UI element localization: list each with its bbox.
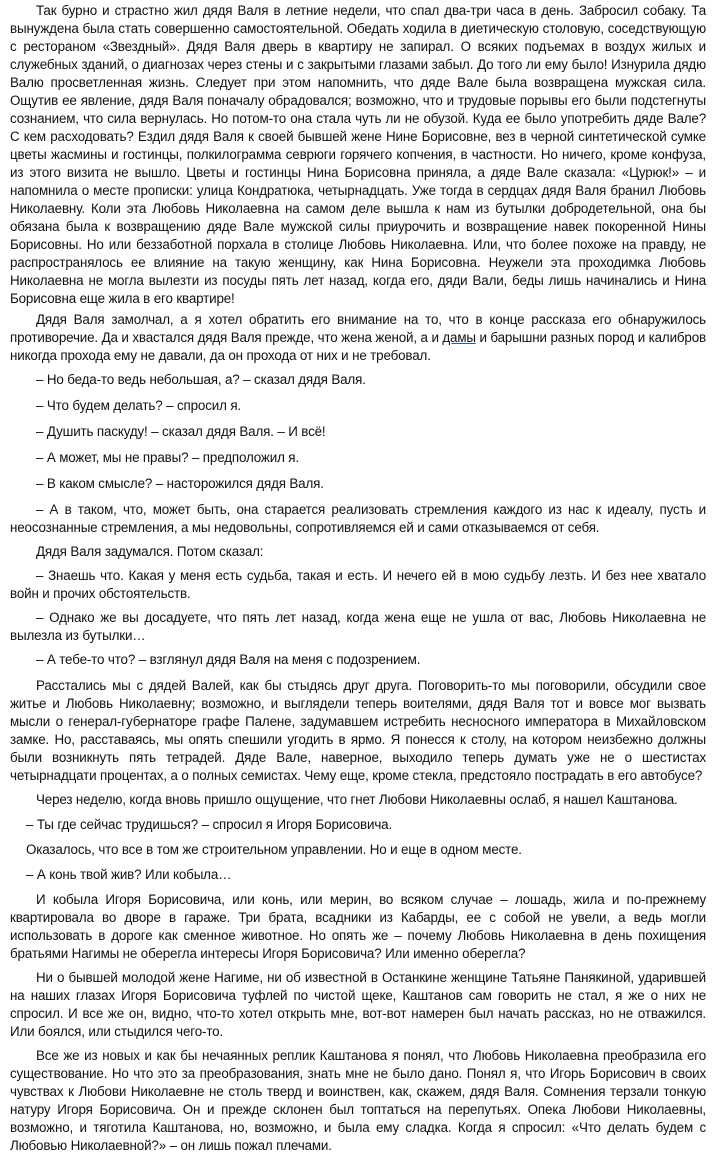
- dialog-line: – В каком смысле? – насторожился дядя Валя.: [36, 476, 324, 491]
- dialog-line: – А может, мы не правы? – предположил я.: [36, 450, 299, 465]
- paragraph: [10, 311, 706, 365]
- paragraph: Так бурно и страстно жил дядя Валя в летние недели, что спал два-три часа в день. Забросил собаку. Та вынуждена была стать совершенно самостоятельной. Обедать ходила в диетическую столовую, соседствующую с рестораном «Звездный». Дядя Валя дверь в квартиру не запирал. О всяких подъемах в воздух жилых и служебных зданий, о диагнозах через стены и с закрытыми глазами забыл. До того ли ему было! Изнурила дядю Валю просветленная жизнь. Следует при этом напомнить, что дяде Вале была возвращена мужская сила. Ощутив ее явление, дядя Валя поначалу обрадовался; возможно, что и трудовые порывы его были подстегнуты сознанием, что сила вернулась. Но потом-то она стала чуть ли не обузой. Куда ее было употребить дяде Вале? С кем расходовать? Ездил дядя Валя к своей бывшей жене Нине Борисовне, вез в черной синтетической сумке цветы жасмины и гостинцы, полкилограмма севрюги горячего копчения, в частности. Но ничего, кроме конфуза, из этого визита не вышло. Цветы и гостинцы Нина Борисовна приняла, а дяде Вале сказала: «Цурюк!» – и напомнила о месте прописки: улица Кондратюка, четырнадцать. Уже тогда в сердцах дядя Валя бранил Любовь Николаевну. Коли эта Любовь Николаевна на самом деле вышла к нам из бутылки добродетельной, она бы обязана была к возвращению дяде Вале мужской силы приурочить и возвращение навек покоренной Нины Борисовны. Но или беззаботной порхала в столице Любовь Николаевна. Или, что более похоже на правду, не распространялось ее влияние на такую женщину, как Нина Борисовна. Неужели эта проходимка Любовь Николаевна не могла вылезти из посуды пять лет назад, когда его, дяди Вали, беды лишь начинались и Нина Борисовна еще жила в его квартире!: [10, 3, 706, 306]
- paragraph-text: Дядя Валя замолчал, а я хотел обратить его внимание на то, что в конце рассказа его обнаружилось противоречие. Да и хвастался дядя Валя прежде, что жена женой, а и: [10, 312, 706, 345]
- dialog-line: – А тебе-то что? – взглянул дядя Валя на меня с подозрением.: [36, 652, 421, 667]
- dialog-line: – Однако же вы досадуете, что пять лет назад, когда жена еще не ушла от вас, Любовь Николаевна не вылезла из бутылки…: [10, 610, 706, 643]
- dialog-line: – Душить паскуду! – сказал дядя Валя. – И всё!: [36, 424, 326, 439]
- dialog-line: – А конь твой жив? Или кобыла…: [26, 867, 232, 882]
- paragraph: Оказалось, что все в том же строительном управлении. Но и еще в одном месте.: [26, 842, 522, 857]
- paragraph: Ни о бывшей молодой жене Нагиме, ни об известной в Останкине женщине Татьяне Панякиной, ударившей на наших глазах Игоря Борисовича туфлей по чистой щеке, Каштанов сам говорить не стал, я же о них не спросил. И все же он, видно, что-то хотел открыть мне, вот-вот намерен был начать рассказ, но не отважился. Или боялся, или стыдился чего-то.: [10, 970, 706, 1039]
- dictionary-link-damy[interactable]: дамы: [442, 330, 476, 345]
- paragraph-text: и барышни разных пород и калибров никогда прохода ему не давали, да он прохода от них и не требовал.: [10, 330, 706, 363]
- dialog-line: – Знаешь что. Какая у меня есть судьба, такая и есть. И нечего ей в мою судьбу лезть. И без нее хватало войн и прочих обстоятельств.: [10, 568, 706, 601]
- paragraph: Дядя Валя задумался. Потом сказал:: [36, 544, 264, 559]
- paragraph: Все же из новых и как бы нечаянных реплик Каштанова я понял, что Любовь Николаевна преобразила его существование. Но что это за преобразования, знать мне не было дано. Понял я, что Игорь Борисович в своих чувствах к Любови Николаевне не столь тверд и воинствен, как, скажем, дядя Валя. Сомнения терзали тонкую натуру Игоря Борисовича. Он и прежде склонен был топтаться на перепутьях. Опека Любови Николаевны, возможно, и тяготила Каштанова, но, возможно, и была ему сладка. Когда я спросил: «Что делать будем с Любовью Николаевной?» – он лишь пожал плечами.: [10, 1048, 706, 1153]
- paragraph: Через неделю, когда вновь пришло ощущение, что гнет Любови Николаевны ослаб, я нашел Каштанова.: [36, 792, 678, 807]
- dialog-line: – Что будем делать? – спросил я.: [36, 398, 242, 413]
- dialog-line: – Ты где сейчас трудишься? – спросил я Игоря Борисовича.: [26, 817, 393, 832]
- paragraph: Расстались мы с дядей Валей, как бы стыдясь друг друга. Поговорить-то мы поговорили, обсудили свое житье и Любовь Николаевну; возможно, и выглядели теперь воителями, дядя Валя тот и вовсе мог вызвать мысли о генерал-губернаторе графе Палене, задумавшем истребить несносного императора в Михайловском замке. Но, расставаясь, мы опять спешили угодить в ярмо. Я понесся к столу, на котором неизбежно должны были возникнуть пять тетрадей. Дяде Вале, наверное, выходило теперь думать уже не о шестистах четырнадцати процентах, а о полных семистах. Чему еще, кроме стекла, предстояло пострадать в его автобусе?: [10, 678, 706, 783]
- paragraph: И кобыла Игоря Борисовича, или конь, или мерин, во всяком случае – лошадь, жила и по-прежнему квартировала во дворе в гараже. Три брата, всадники из Кабарды, ее с собой не увели, а ведь могли использовать в дороге как сменное животное. Но опять же – почему Любовь Николаевна в день похищения братьями Нагимы не оберегла интересы Игоря Борисовича? Или именно оберегла?: [10, 892, 706, 961]
- dialog-line: – Но беда-то ведь небольшая, а? – сказал дядя Валя.: [36, 372, 366, 387]
- dialog-line: – А в таком, что, может быть, она старается реализовать стремления каждого из нас к идеалу, пусть и неосознанные стремления, а мы недовольны, сопротивляемся ей и сами отказываемся от себя.: [10, 502, 706, 535]
